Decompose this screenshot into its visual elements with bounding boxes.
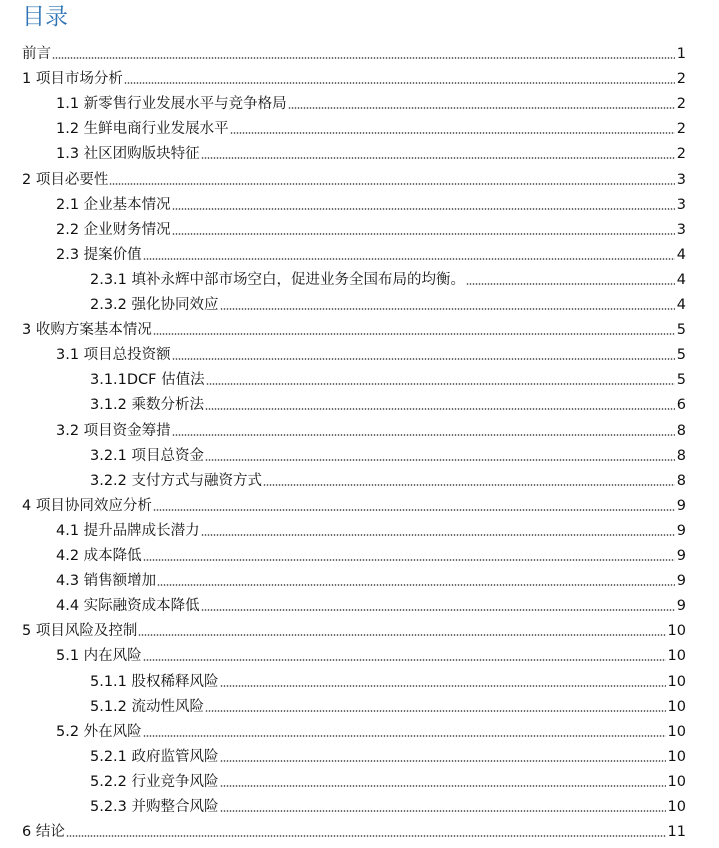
dot-leader [263, 483, 675, 487]
toc-entry-label: 5.2.3 并购整合风险 [90, 799, 219, 815]
toc-entry-page-number: 8 [676, 422, 686, 439]
toc-entry-label: 4.3 销售额增加 [56, 573, 157, 590]
toc-entry[interactable] [22, 495, 686, 515]
toc-entry[interactable] [90, 671, 686, 691]
toc-entry-page-number: 5 [676, 372, 686, 389]
toc-entry-page-number: 4 [676, 246, 686, 263]
toc-entry[interactable] [56, 520, 686, 540]
toc-entry-label: 4.2 成本降低 [56, 548, 142, 564]
toc-entry-page-number: 5 [676, 322, 686, 339]
toc-entry-page-number: 4 [676, 297, 686, 313]
toc-entry-page-number: 9 [676, 497, 686, 514]
toc-entry[interactable] [90, 771, 686, 791]
toc-entry-page-number: 9 [676, 573, 686, 590]
toc-entry[interactable] [56, 219, 686, 239]
toc-entry-page-number: 9 [676, 598, 686, 615]
toc-entry-label: 5.1 内在风险 [56, 648, 142, 665]
dot-leader [143, 734, 666, 738]
toc-entry-label: 3.1 项目总投资额 [56, 347, 171, 364]
toc-entry[interactable] [22, 169, 686, 189]
toc-entry-label: 3.1.1DCF 估值法 [90, 372, 205, 389]
dot-leader [172, 232, 675, 236]
toc-entry[interactable] [22, 620, 686, 640]
toc-entry[interactable] [90, 445, 686, 465]
dot-leader [109, 182, 674, 186]
dot-leader [205, 407, 675, 411]
toc-entry-page-number: 1 [676, 46, 686, 62]
dot-leader [172, 207, 675, 211]
toc-title: 目录 [22, 4, 68, 30]
dot-leader [172, 433, 675, 437]
toc-entry[interactable] [90, 470, 686, 490]
toc-entry[interactable] [90, 394, 686, 414]
toc-entry-label: 3.1.2 乘数分析法 [90, 397, 205, 414]
dot-leader [230, 131, 675, 135]
toc-entry-page-number: 2 [676, 146, 686, 163]
dot-leader [143, 257, 675, 261]
toc-entry-label: 1 项目市场分析 [22, 71, 123, 88]
toc-entry-page-number: 9 [676, 548, 686, 564]
toc-entry-label: 2.3 提案价值 [56, 246, 142, 263]
toc-entry-label: 4.4 实际融资成本降低 [56, 598, 200, 615]
toc-entry-label: 3.2 项目资金筹措 [56, 422, 171, 439]
toc-entry-label: 3.2.1 项目总资金 [90, 447, 205, 464]
toc-entry-page-number: 8 [676, 447, 686, 464]
toc-entry-label: 2.1 企业基本情况 [56, 196, 171, 213]
toc-entry[interactable] [90, 294, 686, 314]
toc-entry-page-number: 2 [676, 121, 686, 138]
toc-entry[interactable] [22, 68, 686, 88]
toc-entry[interactable] [22, 319, 686, 339]
toc-entry[interactable] [56, 143, 686, 163]
dot-leader [201, 533, 675, 537]
toc-entry-page-number: 10 [667, 799, 686, 815]
toc-entry-page-number: 6 [676, 397, 686, 414]
toc-entry-label: 5.2.2 行业竞争风险 [90, 773, 219, 790]
toc-entry-page-number: 5 [676, 347, 686, 364]
toc-entry-label: 5.1.2 流动性风险 [90, 698, 205, 715]
toc-entry-page-number: 3 [676, 171, 686, 188]
toc-entry-label: 5.2 外在风险 [56, 723, 142, 740]
toc-entry-label: 2.3.2 强化协同效应 [90, 297, 219, 313]
toc-entry[interactable] [56, 118, 686, 138]
toc-entry[interactable] [56, 344, 686, 364]
toc-entry-page-number: 10 [667, 723, 686, 740]
toc-entry-label: 5.2.1 政府监管风险 [90, 748, 219, 765]
toc-entry[interactable] [56, 545, 686, 565]
toc-entry-page-number: 3 [676, 221, 686, 238]
toc-entry-label: 1.2 生鲜电商行业发展水平 [56, 121, 229, 138]
toc-entry[interactable] [90, 796, 686, 816]
dot-leader [466, 282, 675, 286]
toc-entry[interactable] [22, 821, 686, 841]
toc-entry-page-number: 10 [667, 673, 686, 690]
toc-entry[interactable] [56, 721, 686, 741]
toc-entry-label: 2.3.1 填补永辉中部市场空白，促进业务全国布局的均衡。 [90, 271, 466, 288]
dot-leader [138, 633, 665, 637]
toc-entry[interactable] [56, 570, 686, 590]
dot-leader [220, 759, 666, 763]
toc-entry[interactable] [56, 93, 686, 113]
dot-leader [288, 106, 675, 110]
toc-entry-page-number: 2 [676, 96, 686, 113]
dot-leader [66, 834, 666, 838]
dot-leader [206, 382, 675, 386]
dot-leader [220, 784, 666, 788]
toc-entry[interactable] [56, 244, 686, 264]
toc-entry-label: 1.3 社区团购版块特征 [56, 146, 200, 163]
toc-entry-page-number: 8 [676, 472, 686, 489]
toc-entry-page-number: 10 [667, 773, 686, 790]
toc-entry-label: 5 项目风险及控制 [22, 623, 138, 640]
toc-entry-label: 4.1 提升品牌成长潜力 [56, 522, 200, 539]
toc-entry-page-number: 10 [667, 648, 686, 665]
dot-leader [52, 56, 675, 60]
toc-entry[interactable] [56, 420, 686, 440]
toc-entry-page-number: 10 [667, 748, 686, 765]
toc-entry-label: 3.2.2 支付方式与融资方式 [90, 472, 263, 489]
toc-entry[interactable] [56, 595, 686, 615]
dot-leader [172, 357, 675, 361]
toc-entry-page-number: 9 [676, 522, 686, 539]
toc-entry-label: 6 结论 [22, 824, 65, 841]
dot-leader [153, 508, 675, 512]
toc-entry-label: 前言 [22, 46, 51, 62]
dot-leader [153, 332, 675, 336]
toc-entry[interactable] [90, 269, 686, 289]
toc-entry-page-number: 11 [667, 824, 686, 841]
toc-entry-label: 4 项目协同效应分析 [22, 497, 152, 514]
dot-leader [124, 81, 675, 85]
dot-leader [220, 809, 666, 813]
toc-entry[interactable] [90, 696, 686, 716]
dot-leader [205, 709, 666, 713]
toc-entry-page-number: 4 [676, 271, 686, 288]
dot-leader [220, 684, 666, 688]
dot-leader [201, 156, 675, 160]
dot-leader [143, 658, 666, 662]
toc-entry-label: 2.2 企业财务情况 [56, 221, 171, 238]
toc-entry-label: 1.1 新零售行业发展水平与竞争格局 [56, 96, 287, 113]
toc-entry[interactable] [56, 194, 686, 214]
toc-entry[interactable] [90, 746, 686, 766]
dot-leader [205, 458, 675, 462]
dot-leader [143, 558, 675, 562]
toc-entry-page-number: 2 [676, 71, 686, 88]
toc-entry[interactable] [56, 645, 686, 665]
toc-entry-label: 2 项目必要性 [22, 171, 109, 188]
toc-entry-page-number: 3 [676, 196, 686, 213]
dot-leader [201, 608, 675, 612]
dot-leader [220, 307, 675, 311]
dot-leader [157, 583, 675, 587]
toc-entry[interactable] [90, 369, 686, 389]
toc-entry-page-number: 10 [667, 623, 686, 640]
toc-entry[interactable] [22, 43, 686, 63]
toc-entry-label: 5.1.1 股权稀释风险 [90, 673, 219, 690]
toc-entry-label: 3 收购方案基本情况 [22, 322, 152, 339]
toc-entry-page-number: 10 [667, 698, 686, 715]
